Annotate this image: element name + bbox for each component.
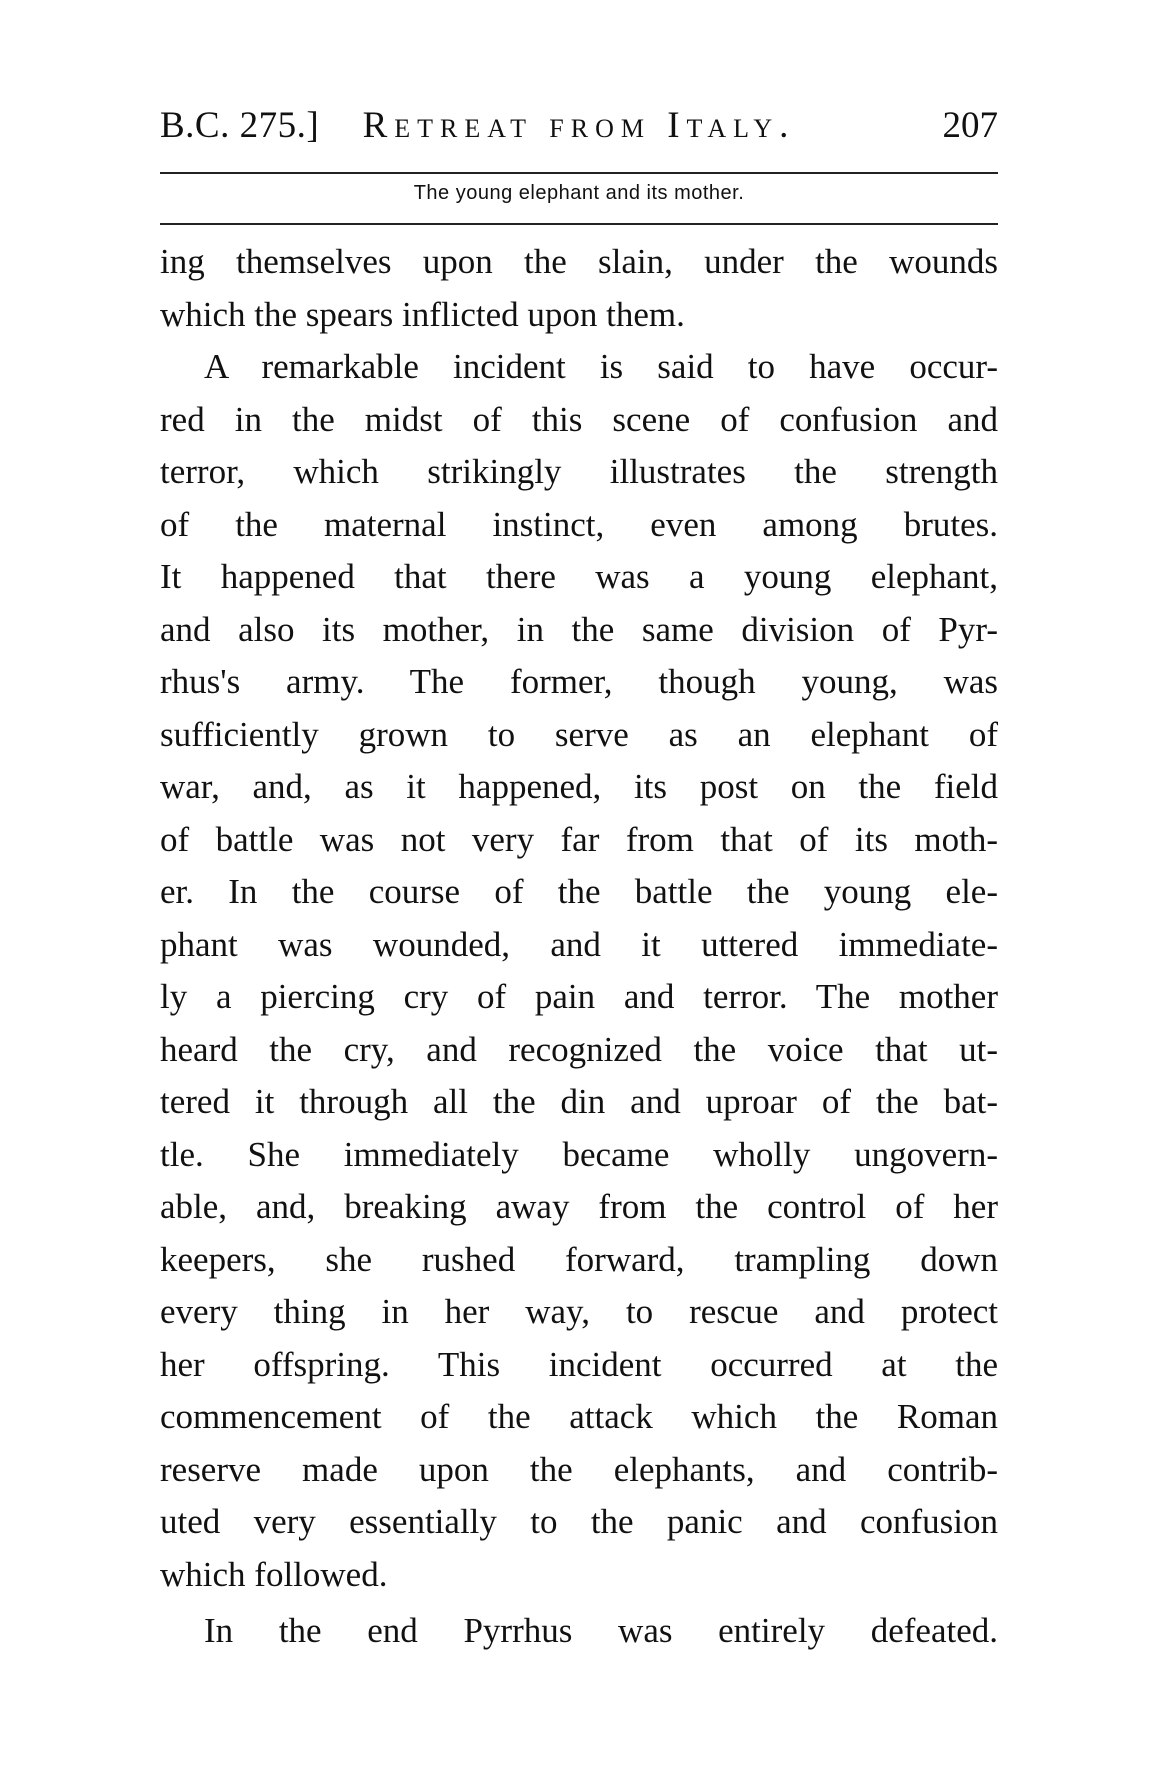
- header-date: B.C. 275.]: [160, 105, 320, 146]
- text-line: every thing in her way, to rescue and protect: [160, 1292, 998, 1331]
- text-line: of the maternal instinct, even among brutes.: [160, 504, 998, 544]
- text-line: reserve made upon the elephants, and contrib-: [160, 1449, 998, 1489]
- text-line: In the end Pyrrhus was entirely defeated.: [204, 1611, 998, 1650]
- text-line: er. In the course of the battle the young ele-: [160, 872, 998, 911]
- text-line: uted very essentially to the panic and confusion: [160, 1502, 998, 1541]
- text-line: of battle was not very far from that of its moth-: [160, 819, 998, 859]
- header-title: Retreat from Italy.: [362, 105, 796, 146]
- text-line: commencement of the attack which the Roman: [160, 1397, 998, 1436]
- text-line: war, and, as it happened, its post on the field: [160, 767, 998, 806]
- header-rule-top: [160, 172, 998, 174]
- text-line: phant was wounded, and it uttered immediate-: [160, 924, 998, 964]
- section-subtitle: The young elephant and its mother.: [413, 182, 745, 204]
- text-line: A remarkable incident is said to have occur-: [204, 347, 998, 386]
- text-line: tle. She immediately became wholly ungovern-: [160, 1134, 998, 1174]
- text-line: sufficiently grown to serve as an elephant of: [160, 714, 998, 754]
- text-line: and also its mother, in the same division of Pyr-: [160, 609, 998, 649]
- paragraph-1: [160, 236, 998, 341]
- text-line: which the spears inflicted upon them.: [160, 294, 685, 334]
- page-number: 207: [942, 105, 998, 146]
- text-line: keepers, she rushed forward, trampling down: [160, 1239, 998, 1279]
- body-text: [160, 236, 998, 1658]
- text-line: ly a piercing cry of pain and terror. The mother: [160, 977, 998, 1016]
- text-line: red in the midst of this scene of confusion and: [160, 399, 998, 439]
- text-line: ing themselves upon the slain, under the wounds: [160, 242, 998, 281]
- running-head: [160, 92, 998, 152]
- text-line: It happened that there was a young elephant,: [160, 557, 998, 596]
- text-line: able, and, breaking away from the control of her: [160, 1187, 998, 1226]
- text-line: rhus's army. The former, though young, was: [160, 662, 998, 701]
- paragraph-2: [160, 341, 998, 1601]
- text-line: tered it through all the din and uproar of the bat-: [160, 1082, 998, 1121]
- text-line: terror, which strikingly illustrates the strength: [160, 452, 998, 491]
- text-line: which followed.: [160, 1554, 388, 1594]
- header-rule-bottom: [160, 223, 998, 225]
- paragraph-3: [160, 1605, 998, 1658]
- text-line: her offspring. This incident occurred at the: [160, 1344, 998, 1384]
- text-line: heard the cry, and recognized the voice that ut-: [160, 1029, 998, 1069]
